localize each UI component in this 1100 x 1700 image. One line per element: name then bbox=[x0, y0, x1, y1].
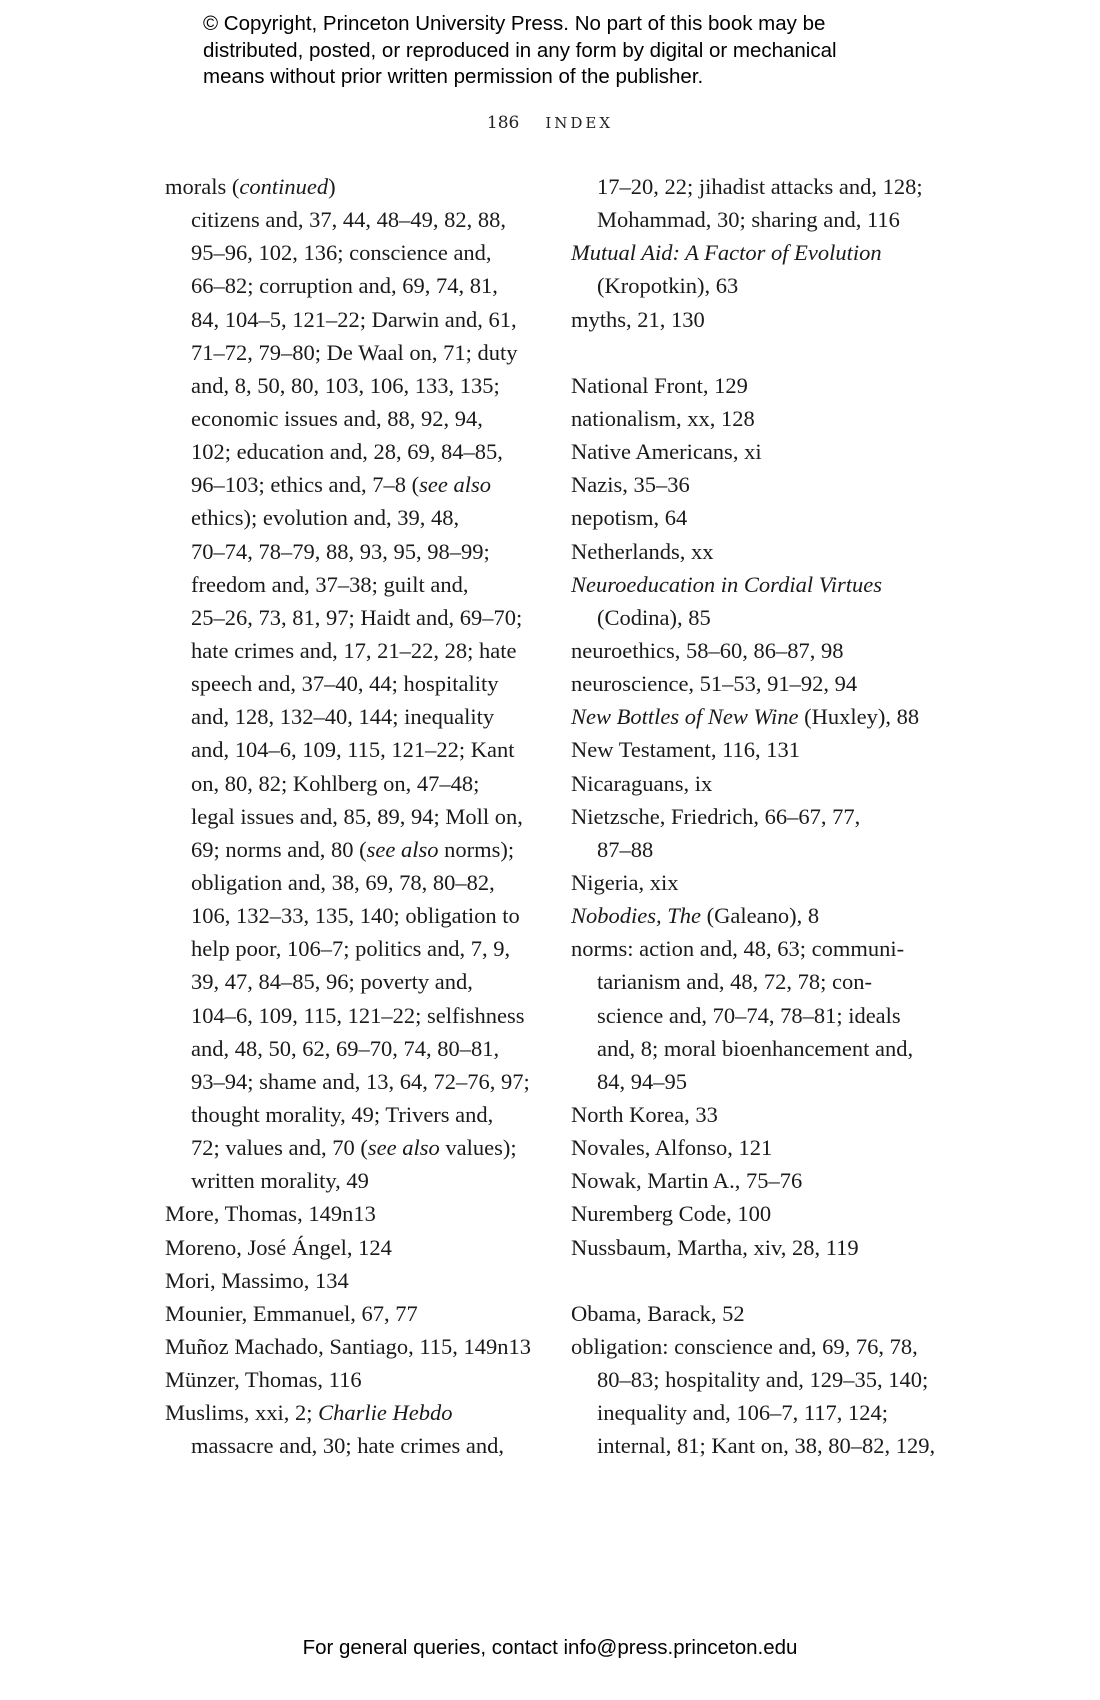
index-subentry-line bbox=[165, 203, 565, 236]
index-text: 87–88 bbox=[597, 836, 654, 862]
index-italic-text: see also bbox=[367, 1135, 440, 1161]
index-text: Nicaraguans, ix bbox=[571, 770, 713, 796]
index-text: (Codina), 85 bbox=[597, 604, 711, 630]
index-italic-text: Charlie Hebdo bbox=[318, 1400, 453, 1426]
index-text: Münzer, Thomas, 116 bbox=[165, 1367, 362, 1393]
index-entry-line bbox=[571, 700, 991, 733]
index-text: and, 48, 50, 62, 69–70, 74, 80–81, bbox=[191, 1035, 500, 1061]
index-text: North Korea, 33 bbox=[571, 1101, 718, 1127]
index-subentry-line bbox=[165, 833, 565, 866]
index-text: economic issues and, 88, 92, 94, bbox=[191, 405, 483, 431]
index-entry-line bbox=[571, 1231, 991, 1264]
index-subentry-line bbox=[571, 965, 991, 998]
index-column-right bbox=[571, 170, 991, 1462]
index-letter-gap bbox=[571, 336, 991, 369]
index-text: Mounier, Emmanuel, 67, 77 bbox=[165, 1300, 418, 1326]
index-subentry-line bbox=[571, 601, 991, 634]
footer-contact: For general queries, contact info@press.princeton.edu bbox=[302, 1636, 798, 1659]
index-entry-line bbox=[165, 1197, 565, 1230]
index-text: internal, 81; Kant on, 38, 80–82, 129, bbox=[597, 1433, 936, 1459]
index-text: Mohammad, 30; sharing and, 116 bbox=[597, 207, 900, 233]
index-text: values); bbox=[439, 1135, 517, 1161]
index-text: thought morality, 49; Trivers and, bbox=[191, 1101, 494, 1127]
index-text: norms); bbox=[438, 836, 515, 862]
index-text: Nietzsche, Friedrich, 66–67, 77, bbox=[571, 803, 861, 829]
index-text: (Galeano), 8 bbox=[701, 903, 820, 929]
index-text: 80–83; hospitality and, 129–35, 140; bbox=[597, 1367, 929, 1393]
index-subentry-line bbox=[571, 1065, 991, 1098]
copyright-line: © Copyright, Princeton University Press. No part of this book may be bbox=[203, 12, 826, 35]
index-text: Nazis, 35–36 bbox=[571, 472, 690, 498]
index-entry-line bbox=[571, 733, 991, 766]
index-text: myths, 21, 130 bbox=[571, 306, 705, 332]
index-subentry-line bbox=[165, 634, 565, 667]
index-subentry-line bbox=[571, 1396, 991, 1429]
copyright-notice bbox=[203, 11, 923, 91]
index-text: 104–6, 109, 115, 121–22; selfishness bbox=[191, 1002, 525, 1028]
index-text: help poor, 106–7; politics and, 7, 9, bbox=[191, 936, 511, 962]
index-entry-line bbox=[571, 1297, 991, 1330]
index-text: 71–72, 79–80; De Waal on, 71; duty bbox=[191, 339, 518, 365]
index-subentry-line bbox=[165, 435, 565, 468]
index-subentry-line bbox=[165, 1098, 565, 1131]
index-entry-line bbox=[571, 435, 991, 468]
index-text: Moreno, José Ángel, 124 bbox=[165, 1234, 392, 1260]
index-text: hate crimes and, 17, 21–22, 28; hate bbox=[191, 637, 517, 663]
index-subentry-line bbox=[165, 667, 565, 700]
index-subentry-line bbox=[165, 700, 565, 733]
index-subentry-line bbox=[571, 203, 991, 236]
index-text: Nigeria, xix bbox=[571, 869, 679, 895]
index-text: 102; education and, 28, 69, 84–85, bbox=[191, 439, 503, 465]
index-text: 84, 94–95 bbox=[597, 1068, 687, 1094]
index-text: Obama, Barack, 52 bbox=[571, 1300, 745, 1326]
index-entry-line bbox=[571, 767, 991, 800]
index-text: science and, 70–74, 78–81; ideals bbox=[597, 1002, 901, 1028]
index-subentry-line bbox=[165, 999, 565, 1032]
index-text: 96–103; ethics and, 7–8 ( bbox=[191, 472, 420, 498]
index-subentry-line bbox=[165, 468, 565, 501]
index-subentry-line bbox=[571, 1429, 991, 1462]
index-subentry-line bbox=[571, 1363, 991, 1396]
index-text: Native Americans, xi bbox=[571, 439, 762, 465]
index-entry-line bbox=[571, 402, 991, 435]
index-text: morals ( bbox=[165, 174, 240, 199]
index-subentry-line bbox=[165, 236, 565, 269]
index-text: 25–26, 73, 81, 97; Haidt and, 69–70; bbox=[191, 604, 523, 630]
index-text: 106, 132–33, 135, 140; obligation to bbox=[191, 903, 520, 929]
index-subentry-line bbox=[165, 501, 565, 534]
index-text: Muñoz Machado, Santiago, 115, 149n13 bbox=[165, 1333, 531, 1359]
index-entry-line bbox=[165, 1363, 565, 1396]
index-entry-line bbox=[571, 369, 991, 402]
running-head bbox=[0, 113, 1100, 133]
index-text: Muslims, xxi, 2; bbox=[165, 1400, 319, 1426]
index-subentry-line bbox=[165, 369, 565, 402]
index-subentry-line bbox=[165, 303, 565, 336]
index-subentry-line bbox=[165, 269, 565, 302]
index-entry-line bbox=[571, 568, 991, 601]
index-italic-text: continued bbox=[239, 174, 329, 199]
index-text: citizens and, 37, 44, 48–49, 82, 88, bbox=[191, 207, 506, 233]
index-entry-line bbox=[571, 236, 991, 269]
index-subentry-line bbox=[165, 1032, 565, 1065]
index-subentry-line bbox=[165, 568, 565, 601]
index-subentry-line bbox=[571, 833, 991, 866]
index-subentry-line bbox=[165, 1429, 565, 1462]
index-text: and, 8, 50, 80, 103, 106, 133, 135; bbox=[191, 372, 500, 398]
index-entry-line bbox=[571, 800, 991, 833]
index-text: 17–20, 22; jihadist attacks and, 128; bbox=[597, 174, 923, 199]
index-text: neuroethics, 58–60, 86–87, 98 bbox=[571, 637, 844, 663]
index-italic-text: see also bbox=[366, 836, 439, 862]
index-subentry-line bbox=[165, 965, 565, 998]
index-text: New Testament, 116, 131 bbox=[571, 737, 801, 763]
index-text: 70–74, 78–79, 88, 93, 95, 98–99; bbox=[191, 538, 490, 564]
index-text: Novales, Alfonso, 121 bbox=[571, 1135, 773, 1161]
index-subentry-line bbox=[571, 269, 991, 302]
index-text: legal issues and, 85, 89, 94; Moll on, bbox=[191, 803, 523, 829]
index-subentry-line bbox=[165, 866, 565, 899]
index-subentry-line bbox=[571, 170, 991, 203]
index-italic-text: Neuroeducation in Cordial Virtues bbox=[571, 571, 883, 597]
index-text: obligation and, 38, 69, 78, 80–82, bbox=[191, 869, 495, 895]
index-entry-line bbox=[571, 1197, 991, 1230]
index-entry-line bbox=[571, 535, 991, 568]
index-entry-line bbox=[571, 932, 991, 965]
index-text: massacre and, 30; hate crimes and, bbox=[191, 1433, 505, 1459]
index-text: 69; norms and, 80 ( bbox=[191, 836, 367, 862]
index-entry-line bbox=[571, 1098, 991, 1131]
index-subentry-line bbox=[165, 733, 565, 766]
index-subentry-line bbox=[165, 601, 565, 634]
index-text: and, 128, 132–40, 144; inequality bbox=[191, 704, 495, 730]
index-text: 66–82; corruption and, 69, 74, 81, bbox=[191, 273, 498, 299]
index-subentry-line bbox=[165, 336, 565, 369]
index-subentry-line bbox=[571, 999, 991, 1032]
index-text: nepotism, 64 bbox=[571, 505, 688, 531]
index-entry-line bbox=[165, 1330, 565, 1363]
index-entry-line bbox=[571, 1164, 991, 1197]
index-italic-text: Mutual Aid: A Factor of Evolution bbox=[571, 240, 882, 266]
index-text: Mori, Massimo, 134 bbox=[165, 1267, 349, 1293]
index-entry-line bbox=[571, 501, 991, 534]
index-entry-line bbox=[571, 468, 991, 501]
index-entry-line bbox=[571, 1330, 991, 1363]
index-subentry-line bbox=[165, 1065, 565, 1098]
index-text: neuroscience, 51–53, 91–92, 94 bbox=[571, 671, 858, 697]
index-text: norms: action and, 48, 63; communi- bbox=[571, 936, 905, 962]
index-text: (Huxley), 88 bbox=[798, 704, 920, 730]
index-column-left bbox=[165, 170, 565, 1462]
index-text: obligation: conscience and, 69, 76, 78, bbox=[571, 1333, 918, 1359]
index-text: freedom and, 37–38; guilt and, bbox=[191, 571, 469, 597]
index-text: ) bbox=[328, 174, 336, 199]
index-entry-line bbox=[165, 1264, 565, 1297]
index-letter-gap bbox=[571, 1264, 991, 1297]
index-text: More, Thomas, 149n13 bbox=[165, 1201, 376, 1227]
index-entry-line bbox=[165, 1297, 565, 1330]
index-subentry-line bbox=[571, 1032, 991, 1065]
index-text: 95–96, 102, 136; conscience and, bbox=[191, 240, 492, 266]
index-entry-line bbox=[165, 170, 565, 203]
index-entry-line bbox=[571, 1131, 991, 1164]
index-text: nationalism, xx, 128 bbox=[571, 405, 755, 431]
index-text: 39, 47, 84–85, 96; poverty and, bbox=[191, 969, 473, 995]
index-subentry-line bbox=[165, 932, 565, 965]
index-subentry-line bbox=[165, 767, 565, 800]
index-text: 72; values and, 70 ( bbox=[191, 1135, 368, 1161]
index-entry-line bbox=[571, 866, 991, 899]
index-subentry-line bbox=[165, 800, 565, 833]
index-text: on, 80, 82; Kohlberg on, 47–48; bbox=[191, 770, 480, 796]
copyright-line: distributed, posted, or reproduced in any form by digital or mechanical bbox=[203, 38, 837, 62]
index-subentry-line bbox=[165, 1131, 565, 1164]
index-text: Netherlands, xx bbox=[571, 538, 714, 564]
index-text: tarianism and, 48, 72, 78; con- bbox=[597, 969, 872, 995]
index-italic-text: see also bbox=[419, 472, 491, 498]
index-text: (Kropotkin), 63 bbox=[597, 273, 739, 299]
section-title: INDEX bbox=[545, 114, 614, 132]
index-italic-text: Nobodies, The bbox=[571, 903, 702, 929]
index-italic-text: New Bottles of New Wine bbox=[571, 704, 799, 730]
index-subentry-line bbox=[165, 535, 565, 568]
index-entry-line bbox=[571, 634, 991, 667]
index-text: 84, 104–5, 121–22; Darwin and, 61, bbox=[191, 306, 517, 332]
index-text: Nuremberg Code, 100 bbox=[571, 1201, 772, 1227]
index-text: and, 8; moral bioenhancement and, bbox=[597, 1035, 914, 1061]
page-number: 186 bbox=[486, 113, 520, 133]
index-subentry-line bbox=[165, 899, 565, 932]
index-entry-line bbox=[571, 667, 991, 700]
index-text: Nussbaum, Martha, xiv, 28, 119 bbox=[571, 1234, 859, 1260]
index-text: inequality and, 106–7, 117, 124; bbox=[597, 1400, 889, 1426]
index-entry-line bbox=[165, 1396, 565, 1429]
index-entry-line bbox=[571, 303, 991, 336]
index-text: written morality, 49 bbox=[191, 1168, 369, 1194]
index-text: ethics); evolution and, 39, 48, bbox=[191, 505, 460, 531]
index-text: Nowak, Martin A., 75–76 bbox=[571, 1168, 803, 1194]
index-subentry-line bbox=[165, 1164, 565, 1197]
index-text: and, 104–6, 109, 115, 121–22; Kant bbox=[191, 737, 515, 763]
index-subentry-line bbox=[165, 402, 565, 435]
index-entry-line bbox=[165, 1231, 565, 1264]
index-text: National Front, 129 bbox=[571, 372, 748, 398]
index-text: speech and, 37–40, 44; hospitality bbox=[191, 671, 499, 697]
index-text: 93–94; shame and, 13, 64, 72–76, 97; bbox=[191, 1068, 530, 1094]
index-entry-line bbox=[571, 899, 991, 932]
copyright-line: means without prior written permission of the publisher. bbox=[203, 65, 704, 88]
